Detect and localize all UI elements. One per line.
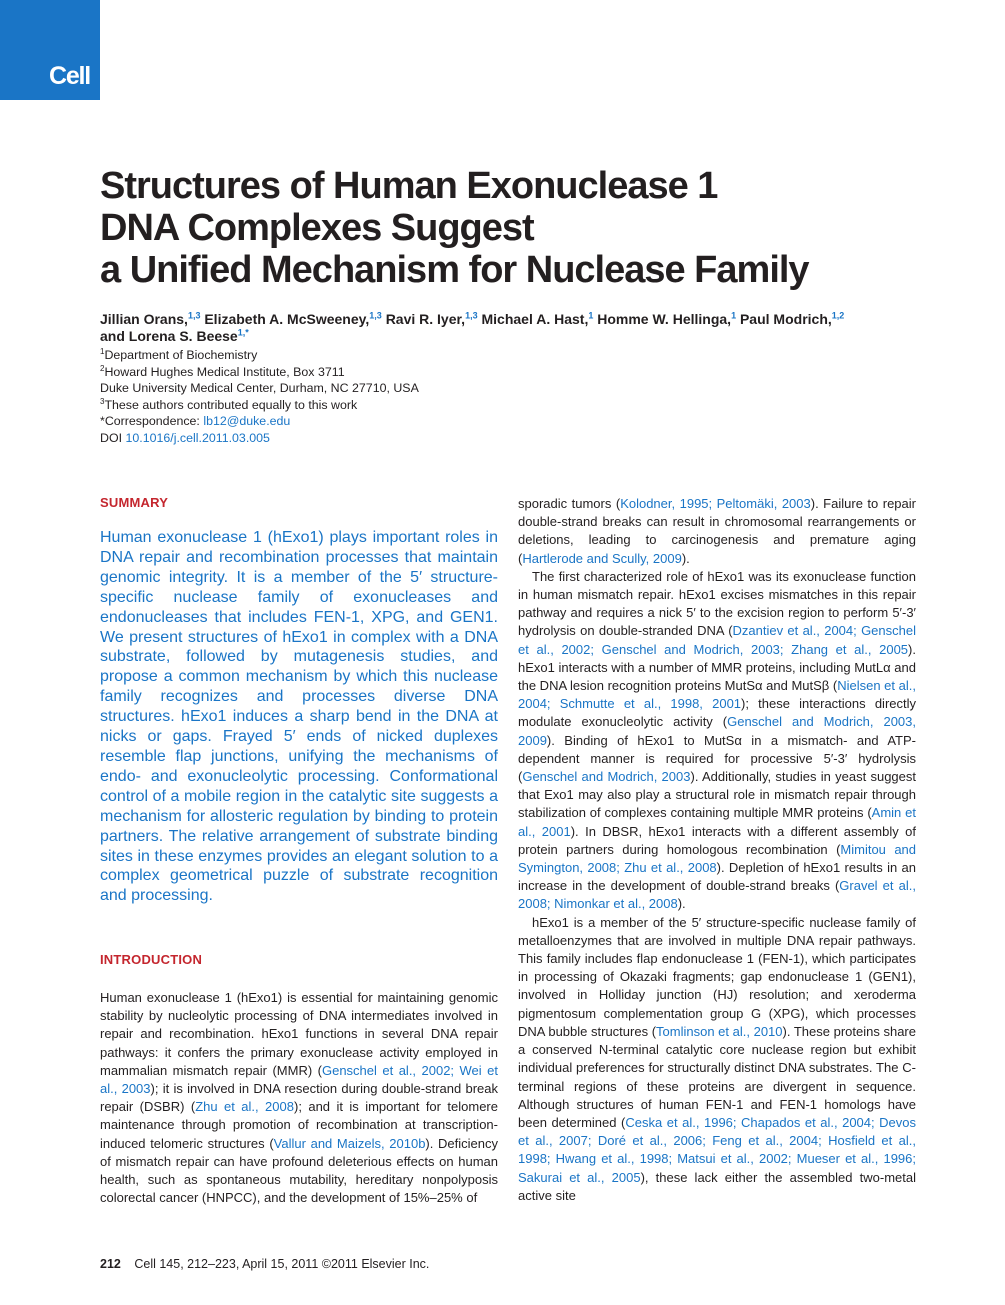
citation-link[interactable]: Kolodner, 1995; Peltomäki, 2003 <box>620 496 811 511</box>
page-footer <box>100 1257 429 1271</box>
summary-text: Human exonuclease 1 (hExo1) plays important roles in DNA repair and recombination processes that maintain genomic integrity. It is a member of the 5′ structure-specific nuclease family of exonucleases and endonucleases that includes FEN-1, XPG, and GEN1. We present structures of hExo1 in complex with a DNA substrate, followed by mutagenesis studies, and propose a common mechanism by which this nuclease family recognizes and processes diverse DNA structures. hExo1 induces a sharp bend in the DNA at nicks or gaps. Frayed 5′ ends of nicked duplexes resemble flap junctions, unifying the mechanisms of endo- and exonucleolytic processing. Conformational control of a mobile region in the catalytic site suggests a mechanism for allosteric regulation by binding to protein partners. The relative arrangement of substrate binding sites in these enzymes provides an elegant solution to a complex geometrical puzzle of substrate recognition and processing. <box>100 529 498 905</box>
affiliation-3: Duke University Medical Center, Durham, NC 27710, USA <box>100 381 419 396</box>
citation-link[interactable]: Amin et al., 2001 <box>518 805 916 839</box>
left-column-body <box>100 989 498 1207</box>
journal-citation: Cell 145, 212–223, April 15, 2011 ©2011 Elsevier Inc. <box>134 1257 430 1271</box>
author: and Lorena S. Beese$^{1,*}$ <box>100 327 249 344</box>
citation-link[interactable]: Tomlinson et al., 2010 <box>656 1023 783 1039</box>
cell-logo <box>0 0 100 100</box>
citation-link[interactable]: Dzantiev et al., 2004; Genschel et al., 2002; Genschel and Modrich, 2003; Zhang et al., 2005 <box>518 623 916 657</box>
citation-link[interactable]: Hartlerode and Scully, 2009 <box>522 550 682 566</box>
article-title <box>100 165 960 291</box>
body-text: hExo1 is a member of the 5′ structure-specific nuclease family of metalloenzymes that are involved in multiple DNA repair pathways. This family includes flap endonuclease 1 (FEN-1), which participates in processing of Okazaki fragments; gap endonuclease 1 (GEN1), involved in Holliday junction (HJ) resolution; and xeroderma pigmentosum complementation group G (XPG), which processes DNA bubble structures ( <box>518 914 916 1039</box>
author: Ravi R. Iyer,$^{1,3}$ <box>385 310 478 327</box>
author: Homme W. Hellinga,$^1$ <box>597 310 737 327</box>
body-text: ). Deficiency of mismatch repair can have profound deleterious effects on human health, such as spontaneous mutability, hereditary nonpolyposis colorectal cancer (HNPCC), and the development of 15%–25% of <box>100 1135 498 1206</box>
citation-link[interactable]: Mimitou and Symington, 2008; Zhu et al., 2008 <box>518 841 917 876</box>
citation-link[interactable]: Genschel and Modrich, 2003, 2009 <box>518 714 917 748</box>
body-text: ). These proteins share a conserved N-terminal catalytic core nuclease region but exhibit individual preferences for structurally distinct DNA substrates. The C-terminal regions of these proteins are divergent in sequence. Although structures of human FEN-1 and FEN-1 homologs have been determined ( <box>518 1023 916 1130</box>
citation-link[interactable]: Genschel et al., 2002; Wei et al., 2003 <box>100 1062 498 1097</box>
citation-link[interactable]: Genschel and Modrich, 2003 <box>522 769 691 785</box>
body-text: ). <box>677 896 686 912</box>
body-text: sporadic tumors ( <box>518 496 621 511</box>
correspondence-email-link[interactable]: lb12@duke.edu <box>203 414 291 429</box>
title-line-1: Structures of Human Exonuclease 1 <box>100 165 718 207</box>
correspondence: *Correspondence: lb12@duke.edu <box>100 414 291 429</box>
body-text: ). Additionally, studies in yeast suggest that Exo1 may also play a structural role in mismatch repair through stabilization of complexes containing multiple MMR proteins ( <box>518 769 917 821</box>
citation-link[interactable]: Nielsen et al., 2004; Schmutte et al., 1998, 2001 <box>518 678 916 712</box>
body-text: ), these lack either the assembled two-metal active site <box>518 1169 916 1203</box>
author: Michael A. Hast,$^1$ <box>481 310 594 327</box>
affiliation-2: $^2$Howard Hughes Medical Institute, Box 3711 <box>100 363 345 379</box>
intro-paragraph-1 <box>100 989 498 1207</box>
equal-contribution-note: $^3$These authors contributed equally to this work <box>100 396 358 412</box>
body-text: Human exonuclease 1 (hExo1) is essential for maintaining genomic stability by nucleolytic processing of DNA intermediates involved in repair and recombination. hExo1 functions in several DNA repair pathways: it confers the primary exonuclease activity employed in mammalian mismatch repair (MMR) ( <box>100 990 498 1078</box>
citation-link[interactable]: Vallur and Maizels, 2010b <box>273 1135 426 1151</box>
body-text: ). <box>681 550 690 566</box>
citation-link[interactable]: Ceska et al., 1996; Chapados et al., 2004; Devos et al., 2007; Doré et al., 2006; Feng et al., 2004; Hosfield et al., 1998; Hwang et al., 1998; Matsui et al., 2002; Mueser et al., 1996; Sakurai et al., 2005 <box>518 1114 916 1185</box>
citation-link[interactable]: Gravel et al., 2008; Nimonkar et al., 2008 <box>518 878 916 912</box>
page-number: 212 <box>100 1257 121 1271</box>
cell-logo-text: Cell <box>49 62 91 90</box>
body-text: The first characterized role of hExo1 was its exonuclease function in human mismatch repair. hExo1 excises mismatches in this repair pathway and requires a nick 5′ to the excision region to perform 5′-3′ hydrolysis on double-stranded DNA ( <box>518 568 916 639</box>
body-text: ). Depletion of hExo1 results in an increase in the development of double-strand breaks ( <box>518 860 916 894</box>
author: Jillian Orans,$^{1,3}$ <box>100 310 201 327</box>
title-line-2: DNA Complexes Suggest <box>100 207 534 249</box>
author-list <box>100 311 920 345</box>
author: Paul Modrich,$^{1,2}$ <box>739 310 845 327</box>
body-text: ). Binding of hExo1 to MutSα in a mismatch- and ATP-dependent manner is required for processive 5′-3′ hydrolysis ( <box>518 732 916 785</box>
title-line-3: a Unified Mechanism for Nuclease Family <box>100 249 809 291</box>
doi: DOI 10.1016/j.cell.2011.03.005 <box>100 430 270 445</box>
affiliation-1: $^1$Department of Biochemistry <box>100 346 258 362</box>
summary-heading: SUMMARY <box>100 495 169 510</box>
intro-paragraph-3 <box>518 914 916 1205</box>
author: Elizabeth A. McSweeney,$^{1,3}$ <box>204 310 382 327</box>
doi-link[interactable]: 10.1016/j.cell.2011.03.005 <box>125 430 270 445</box>
intro-paragraph-2 <box>518 568 916 914</box>
body-text: ); these interactions directly modulate exonucleolytic activity ( <box>518 696 916 730</box>
right-column-body <box>518 495 916 1205</box>
body-text: ); and it is important for telomere maintenance through promotion of recombination at transcription-induced telomeric structures ( <box>100 1099 498 1151</box>
body-text: ). Failure to repair double-strand breaks can result in chromosomal rearrangements or deletions, leading to carcinogenesis and premature aging ( <box>518 496 916 566</box>
introduction-heading: INTRODUCTION <box>100 952 203 967</box>
body-text: ). hExo1 interacts with a number of MMR proteins, including MutLα and the DNA lesion recognition proteins MutSα and MutSβ ( <box>518 641 916 694</box>
citation-link[interactable]: Zhu et al., 2008 <box>195 1099 294 1115</box>
intro-paragraph-continued <box>518 495 916 568</box>
body-text: ). In DBSR, hExo1 interacts with a different assembly of protein partners during homologous recombination ( <box>518 823 916 857</box>
affiliations <box>100 347 600 447</box>
body-text: ); it is involved in DNA resection during double-strand break repair (DSBR) ( <box>100 1081 498 1115</box>
